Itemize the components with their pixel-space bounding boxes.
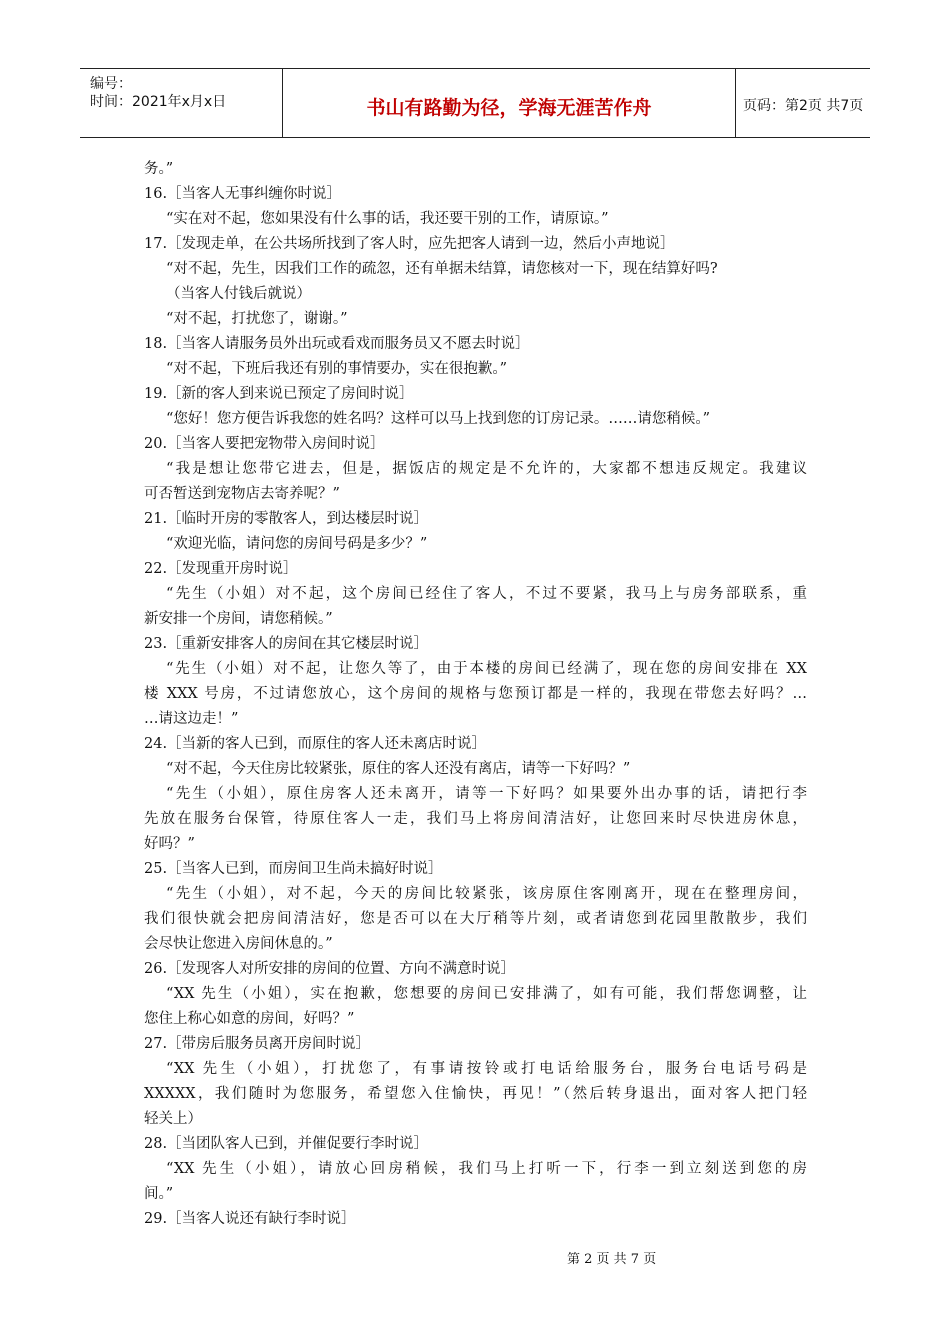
text-line: 19.［新的客人到来说已预定了房间时说］ [144, 386, 414, 402]
document-number-label: 编号： [90, 76, 132, 92]
text-line: “先生（小姐）对不起，这个房间已经住了客人，不过不要紧，我马上与房务部联系，重 [166, 586, 807, 602]
text-line: “我是想让您带它进去，但是，据饭店的规定是不允许的，大家都不想违反规定。我建议 [166, 461, 807, 477]
text-line: 可否暂送到宠物店去寄养呢？” [144, 486, 340, 502]
text-line: “对不起，下班后我还有别的事情要办，实在很抱歉。” [166, 361, 508, 377]
text-line: 间。” [144, 1186, 174, 1202]
text-line: 28.［当团队客人已到，并催促要行李时说］ [144, 1136, 429, 1152]
text-line: 务。” [144, 161, 174, 177]
document-body [144, 157, 807, 1232]
text-line: 29.［当客人说还有缺行李时说］ [144, 1211, 356, 1227]
text-line: “XX 先生（小姐），请放心回房稍候，我们马上打听一下，行李一到立刻送到您的房 [166, 1161, 807, 1177]
text-line: 好吗？” [144, 836, 195, 852]
text-line: “先生（小姐）对不起，让您久等了，由于本楼的房间已经满了，现在您的房间安排在 XX [166, 661, 807, 677]
text-line: 26.［发现客人对所安排的房间的位置、方向不满意时说］ [144, 961, 516, 977]
text-line: “欢迎光临，请问您的房间号码是多少？” [166, 536, 428, 552]
text-line: XXXXX，我们随时为您服务，希望您入住愉快，再见！”（然后转身退出，面对客人把门轻 [144, 1086, 807, 1102]
text-line: 新安排一个房间，请您稍候。” [144, 611, 333, 627]
text-line: “XX 先生（小姐），打扰您了，有事请按铃或打电话给服务台，服务台电话号码是 [166, 1061, 807, 1077]
text-line: 23.［重新安排客人的房间在其它楼层时说］ [144, 636, 429, 652]
text-line: “对不起，今天住房比较紧张，原住的客人还没有离店，请等一下好吗？” [166, 761, 631, 777]
text-line: 会尽快让您进入房间休息的。” [144, 936, 333, 952]
header-motto: 书山有路勤为径，学海无涯苦作舟 [366, 97, 652, 119]
text-line: 先放在服务台保管，待原住客人一走，我们马上将房间清洁好，让您回来时尽快进房休息， [144, 811, 807, 827]
text-line: 20.［当客人要把宠物带入房间时说］ [144, 436, 385, 452]
text-line: 16.［当客人无事纠缠你时说］ [144, 186, 342, 202]
text-line: “先生（小姐），对不起，今天的房间比较紧张，该房原住客刚离开，现在在整理房间， [166, 886, 807, 902]
text-line: “对不起，先生，因我们工作的疏忽，还有单据未结算，请您核对一下，现在结算好吗? [166, 261, 718, 277]
header-page-number: 页码：第2页 共7页 [743, 98, 864, 114]
text-line: 24.［当新的客人已到，而原住的客人还未离店时说］ [144, 736, 487, 752]
text-line: “您好！您方便告诉我您的姓名吗？这样可以马上找到您的订房记录。……请您稍候。” [166, 411, 711, 427]
text-line: 21.［临时开房的零散客人，到达楼层时说］ [144, 511, 429, 527]
footer-page-number: 第 2 页 共 7 页 [567, 1252, 657, 1267]
text-line: “对不起，打扰您了，谢谢。” [166, 311, 348, 327]
text-line: 轻关上） [144, 1111, 202, 1127]
text-line: 27.［带房后服务员离开房间时说］ [144, 1036, 371, 1052]
text-line: …请这边走！” [144, 711, 239, 727]
text-line: 18.［当客人请服务员外出玩或看戏而服务员又不愿去时说］ [144, 336, 530, 352]
text-line: （当客人付钱后就说） [166, 286, 311, 302]
text-line: 22.［发现重开房时说］ [144, 561, 298, 577]
header-page-cell [735, 69, 870, 137]
text-line: 您住上称心如意的房间，好吗？” [144, 1011, 355, 1027]
text-line: 我们很快就会把房间清洁好，您是否可以在大厅稍等片刻，或者请您到花园里散散步，我们 [144, 911, 807, 927]
document-date-label: 时间：2021年x月x日 [90, 94, 227, 110]
text-line: “实在对不起，您如果没有什么事的话，我还要干别的工作，请原谅。” [166, 211, 609, 227]
page-header [80, 68, 870, 138]
header-motto-cell [282, 69, 736, 137]
text-line: 楼 XXX 号房，不过请您放心，这个房间的规格与您预订都是一样的，我现在带您去好吗？… [144, 686, 807, 702]
text-line: 25.［当客人已到，而房间卫生尚未搞好时说］ [144, 861, 443, 877]
text-line: “先生（小姐），原住房客人还未离开，请等一下好吗？如果要外出办事的话，请把行李 [166, 786, 807, 802]
text-line: 17.［发现走单，在公共场所找到了客人时，应先把客人请到一边，然后小声地说］ [144, 236, 675, 252]
text-line: “XX 先生（小姐），实在抱歉，您想要的房间已安排满了，如有可能，我们帮您调整，让 [166, 986, 807, 1002]
header-info-cell [80, 69, 282, 137]
